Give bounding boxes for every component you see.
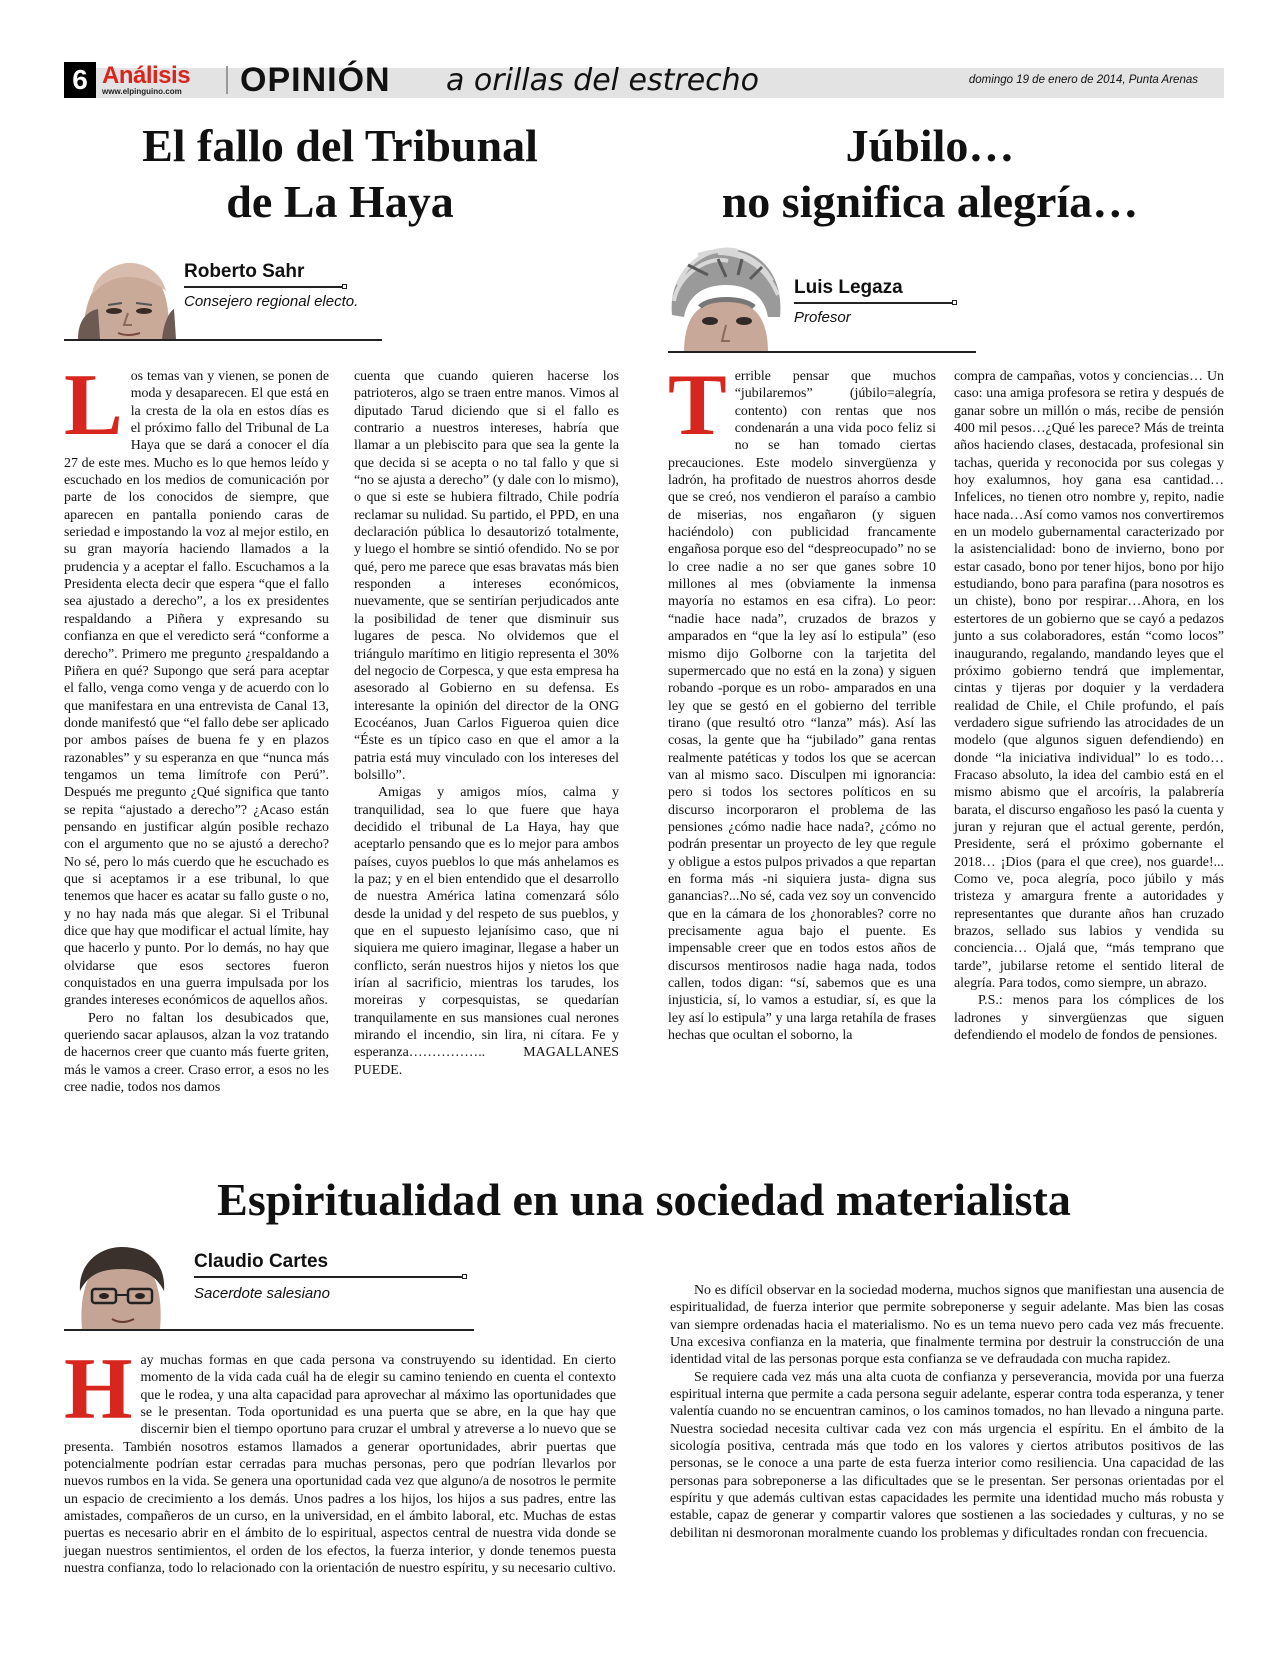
article3-column-1 <box>64 1341 616 1577</box>
paragraph: ay muchas formas en que cada persona va construyendo su identidad. En cierto momento de la vida cada cuál ha de elegir su camino teniendo en cuenta el contexto que le rodea, y una alta capacidad para aprovechar al máximo las oportunidades que se le presentan. Toda oportunidad es una puerta que se abre, en la que hay que discernir bien el tiempo oportuno para cruzar el umbral y atreverse a lo nuevo que se presenta. También nosotros estamos llamados a generar oportunidades, abrir puertas que potencialmente podrían estar cerradas para muchas personas, pero que podrían llevarlos por nuevos rumbos en la vida. Se genera una oportunidad cada vez que alguno/a de nosotros le permite un espacio de crecimiento a los demás. Unos padres a los hijos, los hijos a sus padres, entre las amistades, compañeros de un curso, en la universidad, en el ámbito laboral, etc. Muchas de estas puertas es necesario abrir en el ámbito de lo espiritual, aspectos central de nuestra vida donde se juegan nuestros sentimientos, el orden de los efectos, la fuerza interior, y donde tenemos puesta nuestra confianza, todo lo relacionado con la orientación de nuestro espíritu, y su necesario cultivo. <box>64 1353 616 1577</box>
article3-column-2 <box>670 1282 1224 1542</box>
paragraph: No es difícil observar en la sociedad moderna, muchos signos que manifiestan una ausencia de espiritualidad, de fuerza interior que permite sobreponerse y seguir adelante. Mas bien las cosas van siempre ordenadas hacia el materialismo. No es un tema nuevo pero cada vez más frecuente. Una excesiva confianza en la materia, que finalmente termina por destruir la construcción de una identidad vital de las personas porque esta confianza se ve defraudada con mucha rapidez. <box>670 1283 1224 1368</box>
byline-rule <box>184 286 344 288</box>
author-role: Sacerdote salesiano <box>194 1285 330 1302</box>
paragraph: P.S.: menos para los cómplices de los ladrones y sinvergüenzas que siguen defendiendo el modelo de fondos de pensiones. <box>954 993 1224 1044</box>
author-portrait <box>64 1245 176 1329</box>
paragraph: errible pensar que muchos “jubilaremos” (júbilo=alegría, contento) con rentas que nos condenarán a una vida poco feliz si no se han tomado ciertas precauciones. Este modelo sinvergüenza y ladrón, ha profitado de nuestros ahorros desde que se creó, nos vendieron el paraíso a cambio de miserias, nos engañaron (y siguen haciéndolo) con publicidad francamente engañosa porque eso del “despreocupado” no se lo cree nadie a no ser que ganes sobre 10 millones al mes (obviamente la inmensa mayoría no estamos en esa cifra). Lo peor: “nadie hace nada”, cruzados de brazos y amparados en “que la ley así lo estipula” (eso mismo dijo Golborne con la tarjetita del supermercado que no está en la zona) y siguen robando -porque es un robo- amparados en una ley que se gestó en el gobierno del terrible tirano (que resultó otro “lanza” más). Así las cosas, la gente que ha “jubilado” gana rentas realmente patéticas y todos los que se acercan van al mismo saco. Disculpen mi ignorancia: pero si todos los sectores políticos en su discurso incorporaron el problema de las pensiones ¿cómo nadie hace nada?, ¿cómo no podrán presentar un proyecto de ley que regule y obligue a estos pulpos privados a que repartan en forma más -ni siquiera justa- digna sus ganancias?...No sé, cada vez soy un convencido que en la cámara de los ¿honorables? corre no precisamente agua bajo el puente. Es impensable creer que en todos estos años de discursos mentirosos nadie haga nada, todos callen, todos digan: “sí, sabemos que es una injusticia, sí, lo vamos a estudiar, sí, es que la ley así lo estipula” y una larga retahíla de frases hechas que ocultan el soborno, la <box>668 369 936 1044</box>
author-role: Profesor <box>794 309 851 326</box>
author-name: Claudio Cartes <box>194 1251 329 1272</box>
byline-rule-end <box>342 284 347 289</box>
masthead <box>64 62 1224 100</box>
article2-column-1 <box>668 357 936 1044</box>
newspaper-url: www.elpinguino.com <box>102 87 182 96</box>
title-line: de La Haya <box>226 176 454 227</box>
byline-rule <box>794 302 954 304</box>
newspaper-logo: Análisis <box>102 62 191 89</box>
author-portrait <box>64 255 182 339</box>
byline-underline <box>64 1329 474 1331</box>
paragraph: Amigas y amigos míos, calma y tranquilidad, sea lo que fuere que haya decidido el tribunal de La Haya, hay que aceptarlo pensando que es lo mejor para ambos países, cuyos pueblos lo que más anhelamos es la paz; y en el bien entendido que el desarrollo de nuestra América latina comenzará sólo desde la unidad y del respeto de sus pueblos, y que en el supuesto lejanísimo caso, que ni siquiera me quiero imaginar, llegase a haber un conflicto, serán nuestros hijos y nietos los que irían al sacrificio, mientras los tarudes, los moreiras y corpesquistas, se quedarían tranquilamente en sus mansiones cual nerones mirando el incendio, sin lira, ni cítara. Fe y esperanza…………….. MAGALLANES PUEDE. <box>354 785 619 1078</box>
paragraph: cuenta que cuando quieren hacerse los patrioteros, algo se traen entre manos. Vimos al diputado Tarud diciendo que si el fallo es contrario a nuestros intereses, habría que llamar a un plebiscito para que sea la gente la que decida si se acepta o no tal fallo y que si “no se ajusta a derecho” (y dale con lo mismo), o que si este se hubiera filtrado, Chile podría reclamar su nulidad. Su partido, el PPD, en una declaración pública lo desautorizó totalmente, y luego el hombre se sintió ofendido. No se por qué, pero me parece que esas bravatas más bien responden a intereses económicos, nuevamente, que se sentirían perjudicados ante la posibilidad de tener que disminuir sus lugares de pesca. No olvidemos que el triángulo marítimo en litigio representa el 30% del negocio de Corpesca, y que esta empresa ha asesorado al Gobierno en su defensa. Es interesante la opinión del director de la ONG Ecocéanos, Juan Carlos Figueroa quien dice “Éste es un típico caso en que el amor a la patria está muy vinculado con los intereses del bolsillo”. <box>354 369 619 783</box>
byline-claudio-cartes <box>64 1245 484 1330</box>
byline-rule <box>194 1276 464 1278</box>
author-role: Consejero regional electo. <box>184 293 359 310</box>
byline-underline <box>668 351 976 353</box>
article1-column-2 <box>354 368 619 1079</box>
dropcap: H <box>64 1341 133 1438</box>
byline-rule-end <box>952 300 957 305</box>
paragraph: os temas van y vienen, se ponen de moda y desaparecen. El que está en la cresta de la ola en estos días es el próximo fallo del Tribunal de La Haya que se dará a conocer el día 27 de este mes. Mucho es lo que hemos leído y escuchado en los medios de comunicación por parte de los conocidos de siempre, que aparecen en pantalla poniendo caras de seriedad e impostando la voz al mejor estilo, en su gran mayoría haciendo llamados a la prudencia y a aceptar el fallo. Escuchamos a la Presidenta electa decir que espera “que el fallo sea ajustado a derecho”, a los ex presidentes respaldando a Piñera y expresando su confianza en que el veredicto será “conforme a derecho”. Primero me pregunto ¿respaldando a Piñera en qué? Supongo que será para aceptar el fallo, venga como venga y de acuerdo con lo que manifestara en una entrevista de Canal 13, donde manifestó que “el fallo debe ser aplicado por ambos países de buena fe y en plazos razonables” y su esperanza en que “nunca más tengamos un tema limítrofe con Perú”. Después me pregunto ¿Qué significa que tanto se repita “ajustado a derecho”? ¿Acaso están pensando en justificar algún posible rechazo con el argumento que no se ajustó a derecho? No sé, pero lo más cuerdo que he escuchado es que si aceptamos ir a ese tribunal, lo que tenemos que hacer es acatar su fallo guste o no, y no hay nada más que alegar. Si el Tribunal dice que hay que modificar el actual límite, hay que hacerlo y punto. Por lo demás, no hay que olvidarse que esos sectores fueron conquistados en una guerra impulsada por los grandes intereses económicos de aquellos años. <box>64 369 329 1009</box>
title-line: Júbilo… <box>845 120 1015 171</box>
author-name: Roberto Sahr <box>184 261 305 282</box>
article1-column-1 <box>64 357 329 1096</box>
author-name: Luis Legaza <box>794 277 903 298</box>
paragraph: compra de campañas, votos y conciencias… Un caso: una amiga profesora se retira y después de ganar sobre un millón o más, recibe de pensión 400 mil pesos…¿Qué les parece? Más de treinta años haciendo clases, destacada, profesional sin tachas, querida y reconocida por sus colegas y hoy exalumnos, hoy gana esa cantidad… Infelices, no tienen otro nombre y, repito, nadie hace nada…Así como vamos nos convertiremos en un modelo gubernamental caracterizado por la asistencialidad: bono de invierno, bono por estar casado, bono por tener hijos, bono por hijo estudiando, bono para parafina (para nosotros es un chiste), bono por respirar…Ahora, en los estertores de un gobierno que se cayó a pedazos junto a sus colaboradores, están “como locos” inaugurando, regalando, mandando leyes que el próximo gobierno tendrá que implementar, cintas y tijeras por doquier y la verdadera realidad de Chile, el Chile profundo, el país verdadero sigue sufriendo las atrocidades de un modelo (que algunos siguen defendiendo) en donde “la iniciativa individual” lo es todo… Fracaso absoluto, la idea del cambio está en el mismo abismo que el arcoíris, la palabrería barata, el discurso engañoso les pasó la cuenta y juran y rejuran que el actual gerente, perdón, Presidente, será el próximo gobernante el 2018… ¡Dios (para el que cree), nos guarde!... Como ve, poca alegría, poco júbilo y más tristeza y amargura frente a autoridades y representantes que durante años han cruzado brazos, sellado sus labios y vendida su conciencia… Ojalá que, “más temprano que tarde”, jubilarse retome el sentido literal de alegría. Para todos, como siempre, un abrazo. <box>954 369 1224 992</box>
section-title: OPINIÓN <box>240 61 391 99</box>
article2-column-2 <box>954 368 1224 1044</box>
title-line: El fallo del Tribunal <box>142 120 538 171</box>
byline-luis-legaza <box>668 245 988 355</box>
author-portrait <box>668 245 784 353</box>
article-title-tribunal <box>70 118 610 230</box>
section-tagline: a orillas del estrecho <box>446 63 760 98</box>
paragraph: Pero no faltan los desubicados que, queriendo sacar aplausos, alzan la voz tratando de hacernos creer que cuanto más fuerte griten, más le vamos a creer. Craso error, a esos no les cree nadie, todos nos damos <box>64 1010 329 1096</box>
article-title-espiritualidad: Espiritualidad en una sociedad materialista <box>217 1174 1071 1225</box>
masthead-divider <box>226 66 228 94</box>
byline-rule-end <box>462 1274 467 1279</box>
dropcap: T <box>668 357 727 454</box>
page-number: 6 <box>64 62 96 98</box>
title-line: no significa alegría… <box>721 176 1139 227</box>
byline-underline <box>64 339 382 341</box>
paragraph: Se requiere cada vez más una alta cuota de confianza y perseverancia, movida por una fuerza espiritual interna que permite a cada persona seguir adelante, esperar contra toda esperanza, y tener valentía cuando no se encuentran caminos, o los caminos tomados, no han llevado a ninguna parte. Nuestra sociedad necesita cultivar cada vez con más urgencia el espíritu. En el ámbito de la sicología positiva, centrada más que todo en los valores y ciertos atributos positivos de las personas, se le conoce a una parte de esta fuerza interior como resiliencia. Una capacidad de las personas para sobreponerse a las dificultades que se le presentan. Ser personas orientadas por el espíritu y que además cultivan estas capacidades les permite una identidad mucho más robusta y estable, capaz de generar y compartir valores que sostienen a las sociedades y culturas, y no se debilitan ni desmoronan moralmente cuando los problemas y dificultades rondan con frecuencia. <box>670 1369 1224 1541</box>
byline-roberto-sahr <box>64 255 394 340</box>
article-title-jubilo <box>650 118 1210 230</box>
dropcap: L <box>64 357 123 454</box>
dateline: domingo 19 de enero de 2014, Punta Arenas <box>968 74 1198 86</box>
